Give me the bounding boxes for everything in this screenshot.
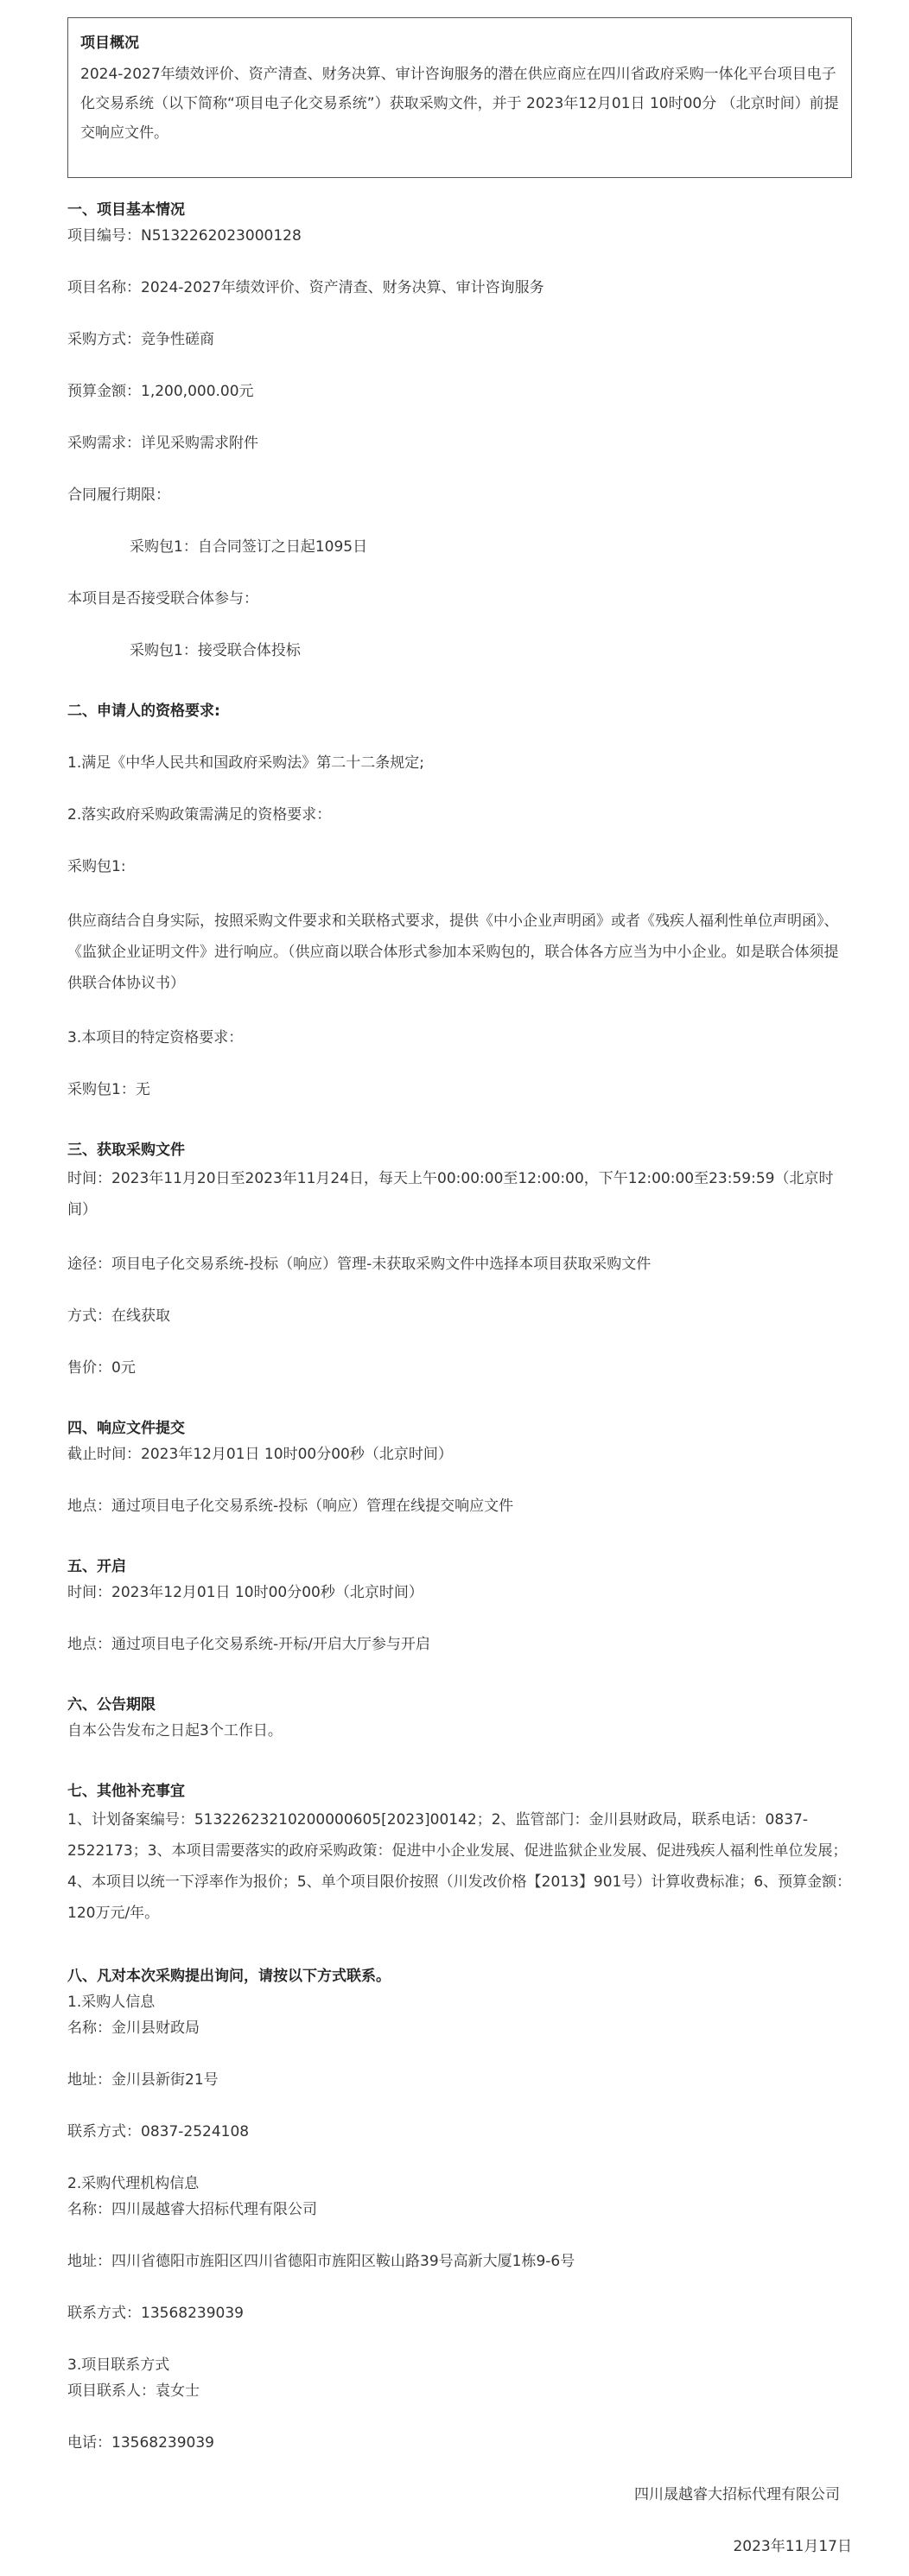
qualification-item-1: 1.满足《中华人民共和国政府采购法》第二十二条规定; bbox=[67, 754, 424, 772]
submission-deadline: 截止时间：2023年12月01日 10时00分00秒（北京时间） bbox=[67, 1446, 453, 1463]
qualification-package-1: 采购包1: bbox=[67, 858, 126, 875]
consortium-package: 采购包1：接受联合体投标 bbox=[130, 642, 301, 659]
budget-amount: 预算金额：1,200,000.00元 bbox=[67, 383, 254, 400]
submission-place: 地点：通过项目电子化交易系统-投标（响应）管理在线提交响应文件 bbox=[67, 1498, 514, 1515]
buyer-phone: 联系方式：0837-2524108 bbox=[67, 2123, 250, 2140]
section-heading-submission: 四、响应文件提交 bbox=[67, 1420, 185, 1437]
overview-text: 2024-2027年绩效评价、资产清查、财务决算、审计咨询服务的潜在供应商应在四川省政府采购一体化平台项目电子化交易系统（以下简称“项目电子化交易系统”）获取采购文件，并于 2023年12月01日 10时00分 （北京时间）前提交响应文件。 bbox=[80, 66, 839, 142]
other-matters-text: 1、计划备案编号：51322623210200000605[2023]00142；2、监管部门：金川县财政局，联系电话：0837-2522173；3、本项目需要落实的政府采购政策：促进中小企业发展、促进监狱企业发展、促进残疾人福利性单位发展；4、本项目以统一下浮率作为报价；5、单个项目限价按照（川发改价格【2013】901号）计算收费标准；6、预算金额：120万元/年。 bbox=[67, 1811, 852, 1922]
agent-address: 地址：四川省德阳市旌阳区四川省德阳市旌阳区鞍山路39号高新大厦1栋9-6号 bbox=[67, 2253, 575, 2270]
qualification-item-3: 3.本项目的特定资格要求： bbox=[67, 1029, 244, 1046]
obtain-route: 途径：项目电子化交易系统-投标（响应）管理-未获取采购文件中选择本项目获取采购文件 bbox=[67, 1256, 652, 1273]
project-contact-phone: 电话：13568239039 bbox=[67, 2434, 214, 2452]
buyer-address: 地址：金川县新街21号 bbox=[67, 2071, 219, 2089]
opening-place: 地点：通过项目电子化交易系统-开标/开启大厅参与开启 bbox=[67, 1636, 430, 1653]
obtain-price: 售价：0元 bbox=[67, 1359, 136, 1377]
consortium-label: 本项目是否接受联合体参与： bbox=[67, 590, 258, 607]
buyer-info-title: 1.采购人信息 bbox=[67, 1994, 156, 2011]
announcement-period: 自本公告发布之日起3个工作日。 bbox=[67, 1722, 283, 1740]
section-heading-other: 七、其他补充事宜 bbox=[67, 1783, 185, 1800]
section-heading-period: 六、公告期限 bbox=[67, 1696, 156, 1714]
obtain-time: 时间：2023年11月20日至2023年11月24日，每天上午00:00:00至12:00:00，下午12:00:00至23:59:59（北京时间） bbox=[67, 1170, 834, 1218]
project-number: 项目编号：N5132262023000128 bbox=[67, 227, 302, 245]
section-heading-obtain-docs: 三、获取采购文件 bbox=[67, 1142, 185, 1159]
contract-period-package: 采购包1：自合同签订之日起1095日 bbox=[130, 538, 368, 556]
buyer-name: 名称：金川县财政局 bbox=[67, 2019, 200, 2037]
qualification-package-1-none: 采购包1：无 bbox=[67, 1081, 150, 1098]
obtain-mode: 方式：在线获取 bbox=[67, 1307, 170, 1325]
section-heading-basic-info: 一、项目基本情况 bbox=[67, 201, 185, 219]
project-name: 项目名称：2024-2027年绩效评价、资产清查、财务决算、审计咨询服务 bbox=[67, 279, 544, 296]
agent-info-title: 2.采购代理机构信息 bbox=[67, 2175, 200, 2192]
agent-name: 名称：四川晟越睿大招标代理有限公司 bbox=[67, 2201, 317, 2218]
announcement-body bbox=[67, 188, 852, 2560]
opening-time: 时间：2023年12月01日 10时00分00秒（北京时间） bbox=[67, 1584, 423, 1601]
project-overview-box bbox=[67, 17, 852, 178]
section-heading-qualification: 二、申请人的资格要求: bbox=[67, 703, 220, 720]
procurement-method: 采购方式：竞争性磋商 bbox=[67, 331, 214, 348]
qualification-policy-text: 供应商结合自身实际，按照采购文件要求和关联格式要求，提供《中小企业声明函》或者《残疾人福利性单位声明函》、《监狱企业证明文件》进行响应。（供应商以联合体形式参加本采购包的，联合体各方应当为中小企业。如是联合体须提供联合体协议书） bbox=[67, 913, 839, 992]
agent-phone: 联系方式：13568239039 bbox=[67, 2305, 244, 2322]
project-contact-title: 3.项目联系方式 bbox=[67, 2357, 170, 2374]
overview-title: 项目概况 bbox=[80, 35, 139, 52]
contract-period-label: 合同履行期限： bbox=[67, 487, 170, 504]
signing-company: 四川晟越睿大招标代理有限公司 bbox=[634, 2486, 840, 2503]
project-contact-person: 项目联系人：袁女士 bbox=[67, 2382, 200, 2400]
section-heading-contact: 八、凡对本次采购提出询问，请按以下方式联系。 bbox=[67, 1968, 391, 1985]
qualification-item-2: 2.落实政府采购政策需满足的资格要求： bbox=[67, 806, 332, 824]
section-heading-opening: 五、开启 bbox=[67, 1558, 126, 1575]
signing-date: 2023年11月17日 bbox=[733, 2538, 852, 2555]
procurement-demand: 采购需求：详见采购需求附件 bbox=[67, 435, 258, 452]
